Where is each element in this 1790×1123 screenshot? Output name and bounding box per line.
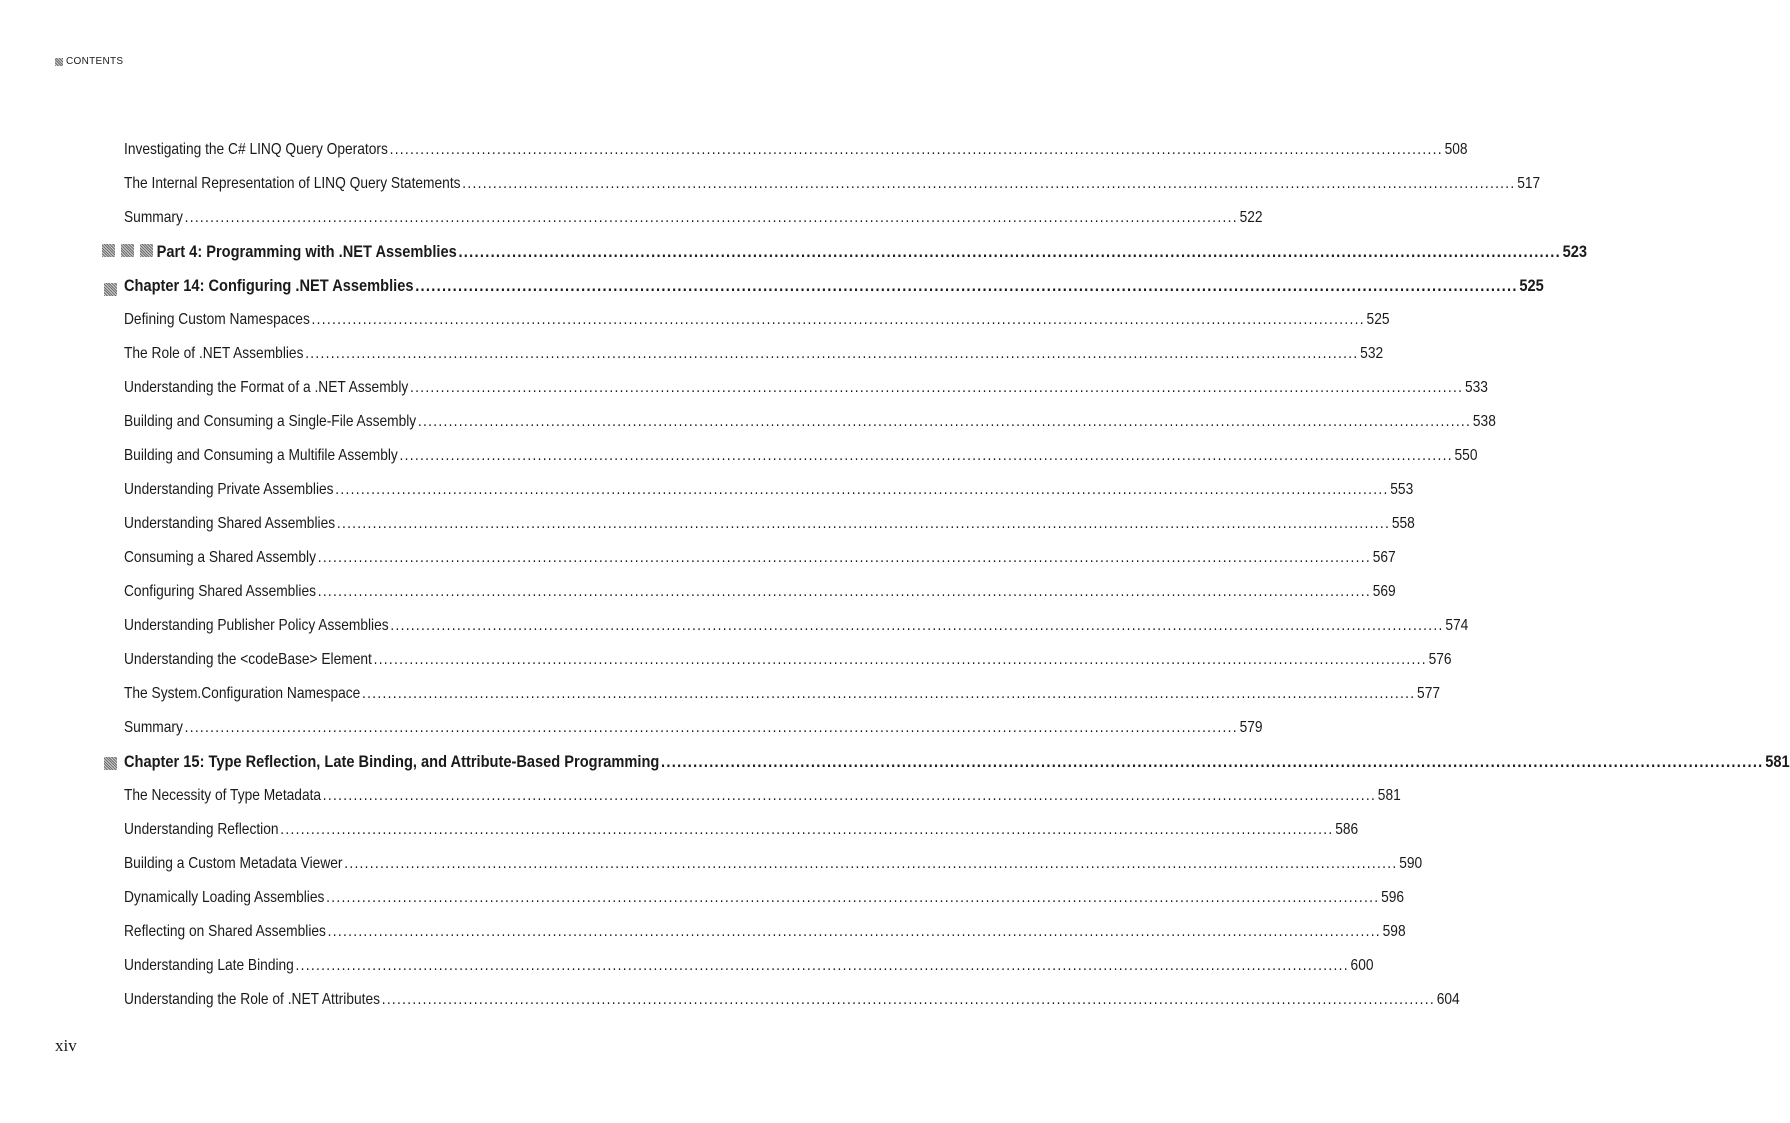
dot-leader: .............................................................................................................................................................................................................. xyxy=(335,481,1389,498)
dot-leader: .............................................................................................................................................................................................................. xyxy=(381,991,1435,1008)
dot-leader: .............................................................................................................................................................................................................. xyxy=(390,617,1444,634)
toc-entry-page: 553 xyxy=(1390,481,1414,498)
toc-entry[interactable] xyxy=(124,949,1374,983)
toc-entry-page: 581 xyxy=(1377,787,1401,804)
toc-entry-page: 525 xyxy=(1366,311,1390,328)
toc-entry-page: 558 xyxy=(1391,515,1415,532)
toc-entry[interactable] xyxy=(124,609,1469,643)
toc-entry-page: 596 xyxy=(1381,889,1405,906)
toc-entry-page: 525 xyxy=(1519,276,1544,295)
toc-entry-title: Building and Consuming a Single-File Assembly xyxy=(124,413,417,430)
toc-entry[interactable] xyxy=(124,473,1414,507)
dot-leader: .............................................................................................................................................................................................................. xyxy=(280,821,1334,838)
toc-entry-title: Understanding Shared Assemblies xyxy=(124,515,336,532)
toc-entry[interactable] xyxy=(124,983,1460,1017)
dot-leader: .............................................................................................................................................................................................................. xyxy=(417,413,1472,430)
toc-entry-page: 517 xyxy=(1517,175,1541,192)
toc-entry[interactable] xyxy=(124,881,1405,915)
dot-leader: .............................................................................................................................................................................................................. xyxy=(317,583,1371,600)
toc-entry-page: 604 xyxy=(1436,991,1460,1008)
toc-entry[interactable] xyxy=(124,541,1396,575)
toc-part-entry[interactable] xyxy=(124,235,1588,269)
toc-entry-title: The Internal Representation of LINQ Query Statements xyxy=(124,175,461,192)
toc-entry-page: 523 xyxy=(1562,242,1588,261)
toc-entry[interactable] xyxy=(124,405,1496,439)
toc-entry-title: Understanding Reflection xyxy=(124,821,279,838)
toc-entry[interactable] xyxy=(124,167,1541,201)
toc-entry-page: 586 xyxy=(1335,821,1359,838)
dot-leader: .............................................................................................................................................................................................................. xyxy=(399,447,1453,464)
toc-entry-title: Understanding the Format of a .NET Assembly xyxy=(124,379,409,396)
dot-leader: .............................................................................................................................................................................................................. xyxy=(317,549,1371,566)
toc-entry-title: Part 4: Programming with .NET Assemblies xyxy=(156,242,457,261)
toc-entry[interactable] xyxy=(124,337,1384,371)
toc-entry-title: Understanding the Role of .NET Attributes xyxy=(124,991,380,1008)
part-marker-icon xyxy=(140,244,153,257)
toc-entry-title: Consuming a Shared Assembly xyxy=(124,549,316,566)
chapter-marker xyxy=(104,757,117,770)
dot-leader: .............................................................................................................................................................................................................. xyxy=(184,719,1238,736)
toc-entry[interactable] xyxy=(124,677,1441,711)
dot-leader: .............................................................................................................................................................................................................. xyxy=(326,889,1380,906)
dot-leader: .............................................................................................................................................................................................................. xyxy=(409,379,1464,396)
toc-entry-page: 550 xyxy=(1454,447,1478,464)
toc-entry-page: 590 xyxy=(1399,855,1423,872)
toc-entry-title: Understanding Private Assemblies xyxy=(124,481,334,498)
toc-entry-title: Reflecting on Shared Assemblies xyxy=(124,923,326,940)
dot-leader: .............................................................................................................................................................................................................. xyxy=(295,957,1349,974)
chapter-marker-icon xyxy=(104,757,117,770)
toc-entry-title: Understanding the <codeBase> Element xyxy=(124,651,372,668)
running-head xyxy=(55,56,123,67)
toc-entry-title: Building and Consuming a Multifile Assembly xyxy=(124,447,398,464)
toc-entry-title: Configuring Shared Assemblies xyxy=(124,583,316,600)
toc-entry-page: 569 xyxy=(1372,583,1396,600)
toc-entry-page: 522 xyxy=(1239,209,1263,226)
toc-entry-title: Dynamically Loading Assemblies xyxy=(124,889,325,906)
toc-entry[interactable] xyxy=(124,133,1468,167)
toc-entry[interactable] xyxy=(124,813,1359,847)
toc-entry-page: 600 xyxy=(1350,957,1374,974)
toc-entry-page: 598 xyxy=(1382,923,1406,940)
toc-entry[interactable] xyxy=(124,711,1263,745)
part-marker xyxy=(102,244,153,257)
dot-leader: .............................................................................................................................................................................................................. xyxy=(458,242,1561,261)
toc-entry-page: 567 xyxy=(1372,549,1396,566)
dot-leader: .............................................................................................................................................................................................................. xyxy=(305,345,1359,362)
dot-leader: .............................................................................................................................................................................................................. xyxy=(336,515,1391,532)
toc-entry-title: The System.Configuration Namespace xyxy=(124,685,361,702)
toc-entry-title: Summary xyxy=(124,719,183,736)
toc-entry-title: Understanding Late Binding xyxy=(124,957,294,974)
toc-entry-title: The Necessity of Type Metadata xyxy=(124,787,322,804)
running-head-label: CONTENTS xyxy=(66,56,124,67)
toc-entry-title: Understanding Publisher Policy Assemblies xyxy=(124,617,389,634)
toc-entry-title: Chapter 14: Configuring .NET Assemblies xyxy=(124,276,414,295)
dot-leader: .............................................................................................................................................................................................................. xyxy=(389,141,1443,158)
dot-leader: .............................................................................................................................................................................................................. xyxy=(362,685,1416,702)
toc-entry-page: 577 xyxy=(1417,685,1441,702)
toc-entry[interactable] xyxy=(124,847,1423,881)
dot-leader: .............................................................................................................................................................................................................. xyxy=(327,923,1381,940)
toc-entry-page: 579 xyxy=(1239,719,1263,736)
toc-entry-title: The Role of .NET Assemblies xyxy=(124,345,304,362)
table-of-contents xyxy=(124,133,1790,1017)
toc-entry-page: 538 xyxy=(1472,413,1496,430)
toc-chapter-entry[interactable] xyxy=(124,745,1790,779)
toc-entry[interactable] xyxy=(124,915,1406,949)
toc-entry-page: 532 xyxy=(1360,345,1384,362)
toc-entry[interactable] xyxy=(124,439,1478,473)
dot-leader: .............................................................................................................................................................................................................. xyxy=(184,209,1238,226)
part-marker-icon xyxy=(102,244,115,257)
toc-entry-page: 574 xyxy=(1445,617,1469,634)
section-marker-icon xyxy=(55,58,63,66)
toc-entry[interactable] xyxy=(124,643,1452,677)
chapter-marker xyxy=(104,283,117,296)
toc-entry[interactable] xyxy=(124,779,1401,813)
toc-entry-title: Investigating the C# LINQ Query Operators xyxy=(124,141,388,158)
dot-leader: .............................................................................................................................................................................................................. xyxy=(373,651,1427,668)
dot-leader: .............................................................................................................................................................................................................. xyxy=(344,855,1398,872)
toc-chapter-entry[interactable] xyxy=(124,269,1544,303)
toc-entry[interactable] xyxy=(124,371,1488,405)
toc-entry[interactable] xyxy=(124,507,1415,541)
toc-entry-page: 581 xyxy=(1765,752,1790,771)
toc-entry[interactable] xyxy=(124,575,1396,609)
dot-leader: .............................................................................................................................................................................................................. xyxy=(661,752,1764,771)
dot-leader: .............................................................................................................................................................................................................. xyxy=(462,175,1516,192)
toc-entry-page: 533 xyxy=(1464,379,1488,396)
toc-entry-title: Chapter 15: Type Reflection, Late Binding, and Attribute-Based Programming xyxy=(124,752,660,771)
toc-entry-title: Summary xyxy=(124,209,183,226)
page-number: xiv xyxy=(55,1036,77,1055)
toc-entry-title: Defining Custom Namespaces xyxy=(124,311,310,328)
dot-leader: .............................................................................................................................................................................................................. xyxy=(415,276,1518,295)
part-marker-icon xyxy=(121,244,134,257)
dot-leader: .............................................................................................................................................................................................................. xyxy=(311,311,1365,328)
dot-leader: .............................................................................................................................................................................................................. xyxy=(322,787,1377,804)
toc-entry[interactable] xyxy=(124,201,1263,235)
toc-entry-title: Building a Custom Metadata Viewer xyxy=(124,855,343,872)
toc-entry-page: 576 xyxy=(1428,651,1452,668)
chapter-marker-icon xyxy=(104,283,117,296)
toc-entry[interactable] xyxy=(124,303,1390,337)
toc-entry-page: 508 xyxy=(1444,141,1468,158)
